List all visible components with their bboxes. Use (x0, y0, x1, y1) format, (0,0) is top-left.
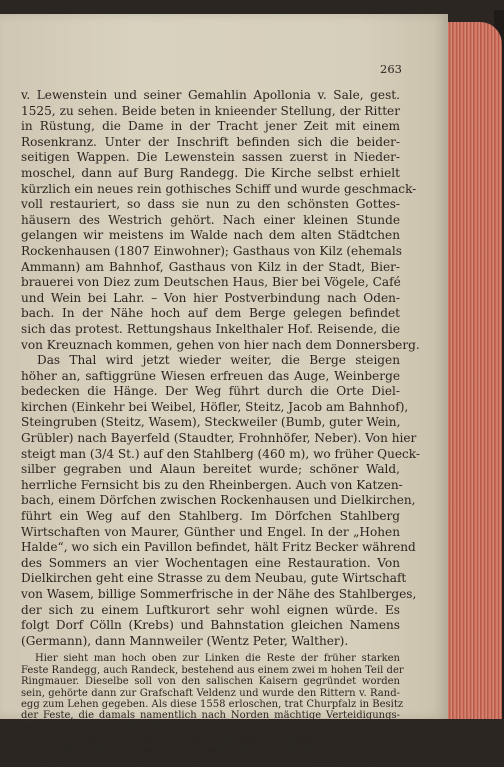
footnote-line: Feste Randegg, auch Randeck, bestehend aus einem zwei m hohen Teil der (21, 664, 404, 676)
text-line: moschel, dann auf Burg Randegg. Die Kirche selbst erhielt (21, 165, 400, 180)
text-line: voll restauriert, so dass sie nun zu den schönsten Gottes- (21, 197, 400, 212)
text-line: Grübler) nach Bayerfeld (Staudter, Frohnhöfer, Neber). Von hier (21, 431, 417, 446)
text-block (21, 88, 421, 767)
text-line: bach, einem Dörfchen zwischen Rockenhausen und Dielkirchen, (21, 493, 416, 508)
footnote-line: belehnte Kaiser Ferdinand III. den Generalwachtmeister und deutschen (21, 733, 400, 745)
text-line: Wirtschaften von Maurer, Günther und Engel. In der „Hohen (21, 524, 400, 539)
page-edges (446, 22, 502, 719)
text-line: brauerei von Diez zum Deutschen Haus, Bier bei Vögele, Café (21, 275, 401, 290)
text-line: steigt man (3/4 St.) auf den Stahlberg (460 m), wo früher Queck- (21, 446, 421, 461)
text-line: und Wein bei Lahr. – Von hier Postverbindung nach Oden- (21, 290, 400, 305)
text-line: höher an, saftiggrüne Wiesen erfreuen das Auge, Weinberge (21, 368, 400, 383)
text-line: Steingruben (Steitz, Wasem), Steckweiler (Bumb, guter Wein, (21, 415, 401, 430)
text-line: kürzlich ein neues rein gothisches Schiff und wurde geschmack- (21, 181, 417, 196)
text-line: Dielkirchen geht eine Strasse zu dem Neubau, gute Wirtschaft (21, 571, 407, 586)
text-line: Rockenhausen (1807 Einwohner); Gasthaus von Kilz (ehemals (21, 243, 402, 258)
text-line: der sich zu einem Luftkurort sehr wohl eignen würde. Es (21, 602, 400, 617)
footnote-line: Lewensteiner 1668 ausstarben, kam sie in Besitz der Reigersberg, die in (21, 755, 400, 767)
footnote-line: der Feste, die damals namentlich nach Norden mächtige Verteidigungs- (21, 710, 400, 722)
text-line: gelangen wir meistens im Walde nach dem alten Städtchen (21, 228, 400, 243)
text-line: bedecken die Hänge. Der Weg führt durch die Orte Diel- (21, 384, 400, 399)
book-page (0, 14, 448, 767)
text-line: von Kreuznach kommen, gehen von hier nach dem Donnersberg. (21, 337, 420, 352)
page-number: 263 (380, 62, 402, 76)
footnote-line: Ordensritter Hans Ludwig von Lewenstein mit derselben und als die (21, 744, 400, 756)
text-line: bach. In der Nähe hoch auf dem Berge gelegen befindet (21, 306, 400, 321)
text-line: silber gegraben und Alaun bereitet wurde; schöner Wald, (21, 462, 400, 477)
text-line: kirchen (Einkehr bei Weibel, Höfler, Steitz, Jacob am Bahnhof), (21, 399, 409, 414)
footnote-line: Hier sieht man hoch oben zur Linken die Reste der früher starken (35, 653, 400, 665)
footnote-text (21, 653, 404, 767)
footnote-line: werke besass. Nach dem 30jährigen Kriege, der die Burg verschont hatte, (21, 721, 400, 733)
text-line: sich das protest. Rettungshaus Inkelthaler Hof. Reisende, die (21, 321, 400, 336)
footnote-line: egg zum Lehen gegeben. Als diese 1558 erloschen, trat Churpfalz in Besitz (21, 698, 404, 710)
text-line: Halde“, wo sich ein Pavillon befindet, hält Fritz Becker während (21, 540, 416, 555)
text-line: (Germann), dann Mannweiler (Wentz Peter, Walther). (21, 633, 349, 648)
text-line: herrliche Fernsicht bis zu den Rheinbergen. Auch von Katzen- (21, 477, 403, 492)
text-line: führt ein Weg auf den Stahlberg. Im Dörfchen Stahlberg (21, 509, 400, 524)
text-line: Ammann) am Bahnhof, Gasthaus von Kilz in der Stadt, Bier- (21, 259, 400, 274)
text-line: in Rüstung, die Dame in der Tracht jener Zeit mit einem (21, 119, 400, 134)
footnote-line: Ringmauer. Dieselbe soll von den salischen Kaisern gegründet worden (21, 676, 400, 688)
text-line: des Sommers an vier Wochentagen eine Restauration. Von (21, 555, 400, 570)
main-text (21, 88, 421, 649)
text-line: von Wasem, billige Sommerfrische in der Nähe des Stahlberges, (21, 587, 417, 601)
text-line: 1525, zu sehen. Beide beten in knieender Stellung, der Ritter (21, 103, 400, 118)
text-line: seitigen Wappen. Die Lewenstein sassen zuerst in Nieder- (21, 150, 400, 165)
text-line: folgt Dorf Cölln (Krebs) und Bahnstation gleichen Namens (21, 618, 400, 633)
text-line: Rosenkranz. Unter der Inschrift befinden sich die beider- (21, 134, 400, 149)
text-line: v. Lewenstein und seiner Gemahlin Apollonia v. Sale, gest. (21, 88, 400, 102)
text-line: häusern des Westrich gehört. Nach einer kleinen Stunde (21, 212, 400, 227)
text-line: Das Thal wird jetzt wieder weiter, die Berge steigen (37, 353, 400, 368)
footnote-line: sein, gehörte dann zur Grafschaft Veldenz und wurde den Rittern v. Rand- (21, 687, 400, 699)
